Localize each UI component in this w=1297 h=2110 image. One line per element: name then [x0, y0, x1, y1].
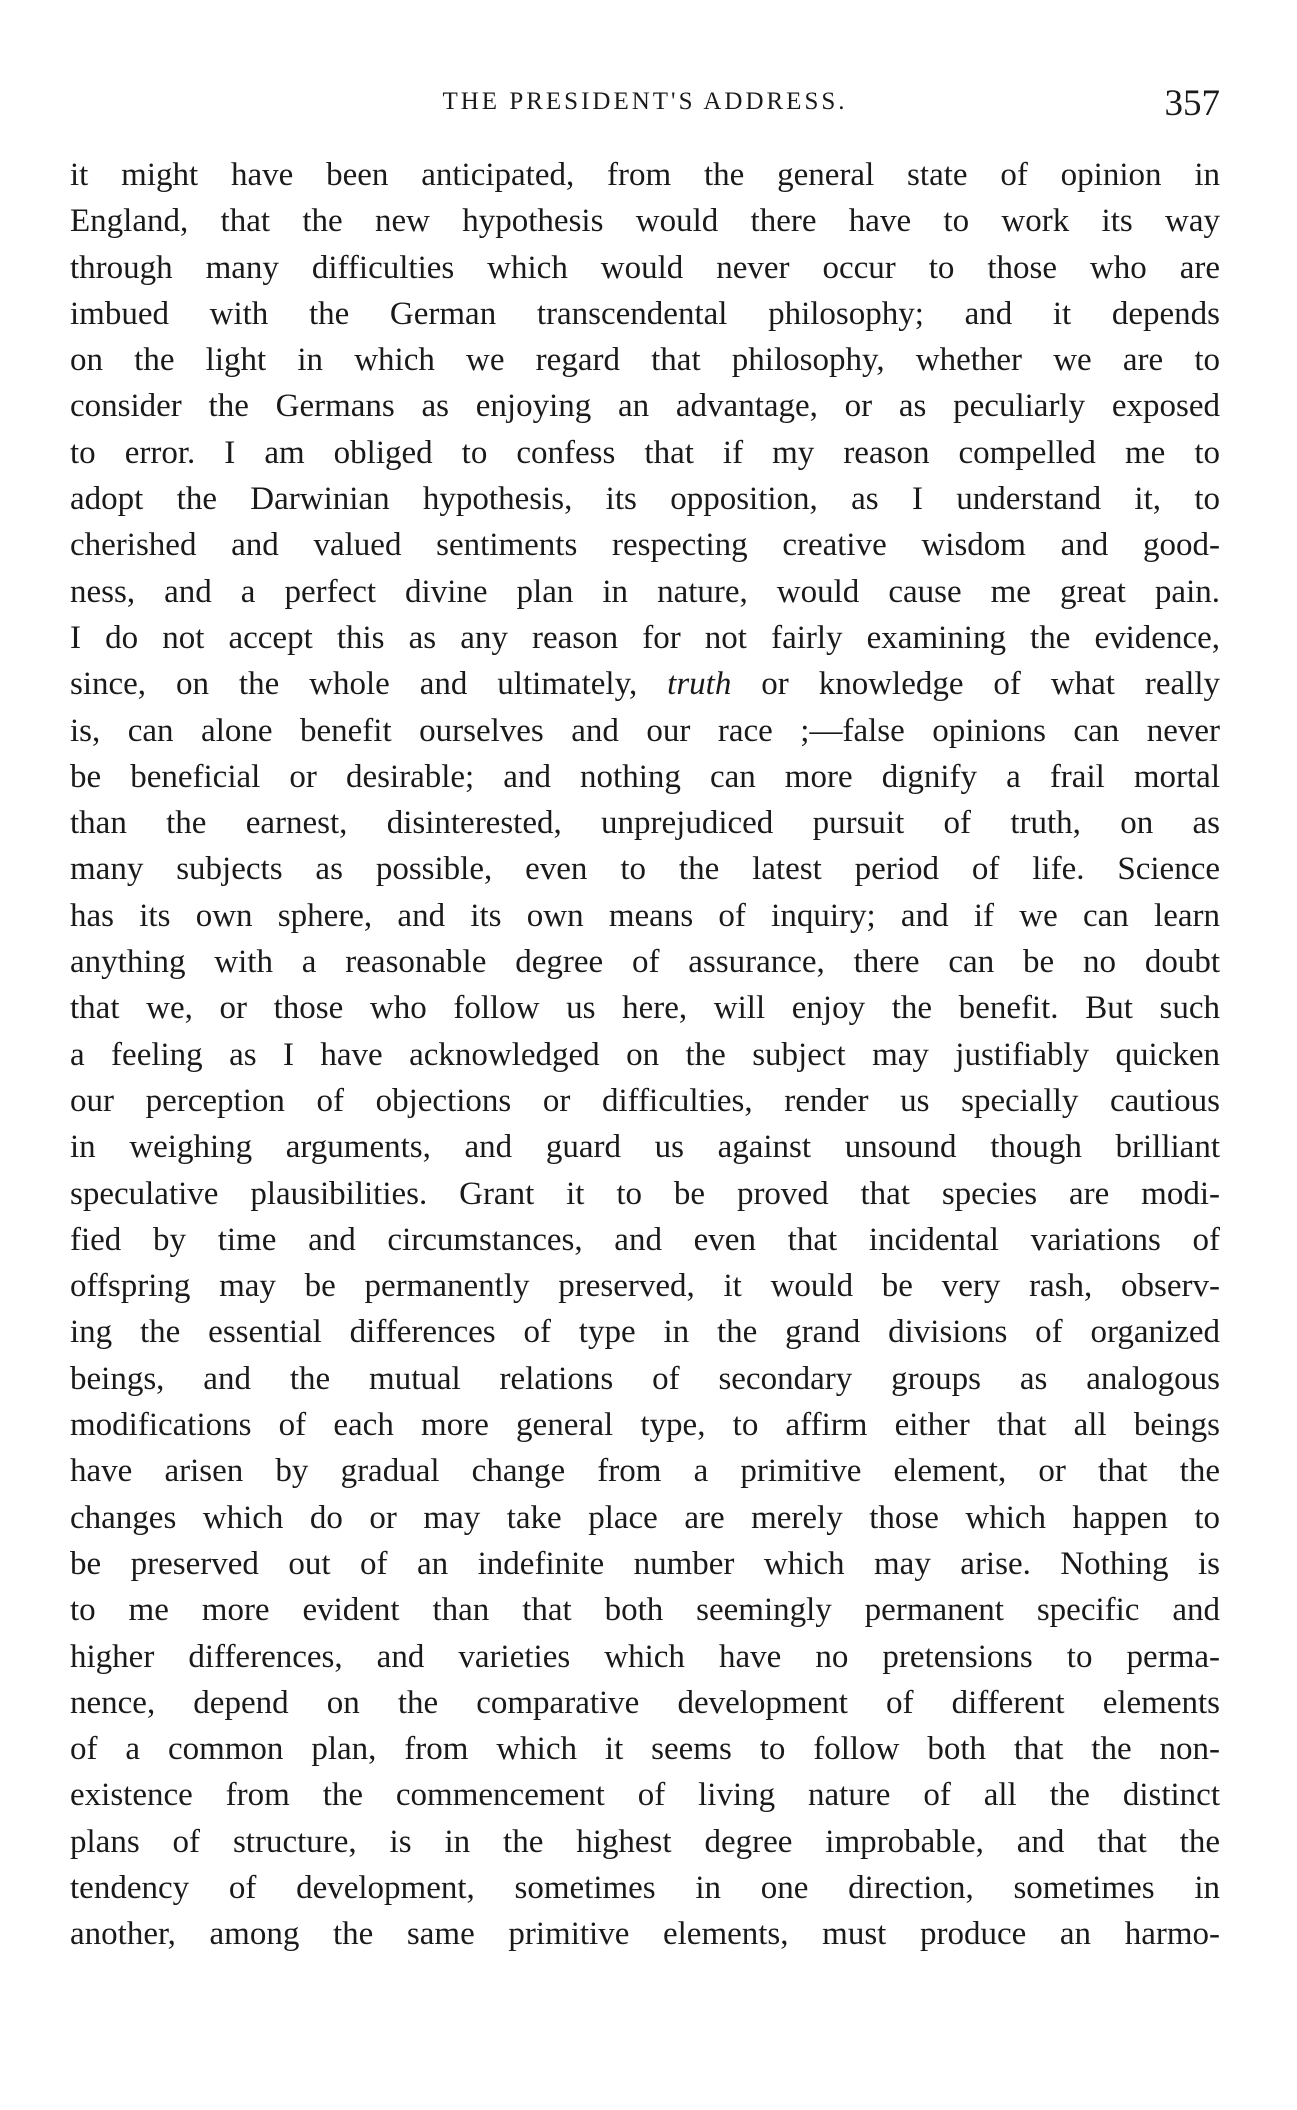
- text-line: in weighing arguments, and guard us against unsound though brilliant: [70, 1129, 1220, 1166]
- text-line: that we, or those who follow us here, will enjoy the benefit. But such: [70, 990, 1220, 1027]
- text-line: many subjects as possible, even to the latest period of life. Science: [70, 851, 1220, 888]
- text-line: our perception of objections or difficulties, render us specially cautious: [70, 1082, 1220, 1119]
- text-line: anything with a reasonable degree of assurance, there can be no doubt: [70, 944, 1220, 981]
- text-line: to me more evident than that both seemingly permanent specific and: [70, 1592, 1220, 1629]
- text-line: ness, and a perfect divine plan in nature, would cause me great pain.: [70, 573, 1220, 610]
- text-line-with-italic: [70, 661, 1220, 707]
- text-line: through many difficulties which would never occur to those who are: [70, 249, 1220, 286]
- text-line: I do not accept this as any reason for not fairly examining the evidence,: [70, 619, 1220, 656]
- text-line: to error. I am obliged to confess that if my reason compelled me to: [70, 434, 1220, 471]
- text-line: have arisen by gradual change from a primitive element, or that the: [70, 1453, 1220, 1490]
- running-title: THE PRESIDENT'S ADDRESS.: [442, 88, 848, 115]
- italic-word: truth: [667, 666, 732, 703]
- text-line: speculative plausibilities. Grant it to be proved that species are modi-: [70, 1175, 1220, 1212]
- running-head: [70, 82, 1220, 132]
- text-line: be beneficial or desirable; and nothing can more dignify a frail mortal: [70, 758, 1220, 795]
- text-line: ing the essential differences of type in the grand divisions of organized: [70, 1314, 1220, 1351]
- text-line: consider the Germans as enjoying an advantage, or as peculiarly exposed: [70, 388, 1220, 425]
- text-line: higher differences, and varieties which have no pretensions to perma-: [70, 1638, 1220, 1675]
- text-line: be preserved out of an indefinite number which may arise. Nothing is: [70, 1545, 1220, 1582]
- text-line: existence from the commencement of living nature of all the distinct: [70, 1777, 1220, 1814]
- page-number: 357: [1164, 83, 1220, 124]
- text-segment: since, on the whole and ultimately,: [70, 666, 638, 703]
- body-text: [70, 152, 1220, 1958]
- text-line: nence, depend on the comparative development of different elements: [70, 1684, 1220, 1721]
- text-line: England, that the new hypothesis would there have to work its way: [70, 203, 1220, 240]
- text-line: than the earnest, disinterested, unprejudiced pursuit of truth, on as: [70, 805, 1220, 842]
- text-line: modifications of each more general type, to affirm either that all beings: [70, 1407, 1220, 1444]
- text-line: a feeling as I have acknowledged on the subject may justifiably quicken: [70, 1036, 1220, 1073]
- text-line: it might have been anticipated, from the general state of opinion in: [70, 157, 1220, 193]
- text-line: beings, and the mutual relations of secondary groups as analogous: [70, 1360, 1220, 1397]
- text-line: changes which do or may take place are merely those which happen to: [70, 1499, 1220, 1536]
- text-line: adopt the Darwinian hypothesis, its opposition, as I understand it, to: [70, 481, 1220, 518]
- text-line: offspring may be permanently preserved, it would be very rash, observ-: [70, 1268, 1220, 1305]
- text-segment: or knowledge of what really: [761, 666, 1220, 703]
- text-line: tendency of development, sometimes in one direction, sometimes in: [70, 1869, 1220, 1906]
- text-line: another, among the same primitive elements, must produce an harmo-: [70, 1916, 1220, 1953]
- text-line: cherished and valued sentiments respecting creative wisdom and good-: [70, 527, 1220, 564]
- text-line: imbued with the German transcendental philosophy; and it depends: [70, 295, 1220, 332]
- text-line: on the light in which we regard that philosophy, whether we are to: [70, 342, 1220, 379]
- text-line: fied by time and circumstances, and even that incidental variations of: [70, 1221, 1220, 1258]
- text-line: has its own sphere, and its own means of inquiry; and if we can learn: [70, 897, 1220, 934]
- text-line: is, can alone benefit ourselves and our race ;—false opinions can never: [70, 712, 1220, 749]
- text-line: of a common plan, from which it seems to follow both that the non-: [70, 1731, 1220, 1768]
- text-line: plans of structure, is in the highest degree improbable, and that the: [70, 1823, 1220, 1860]
